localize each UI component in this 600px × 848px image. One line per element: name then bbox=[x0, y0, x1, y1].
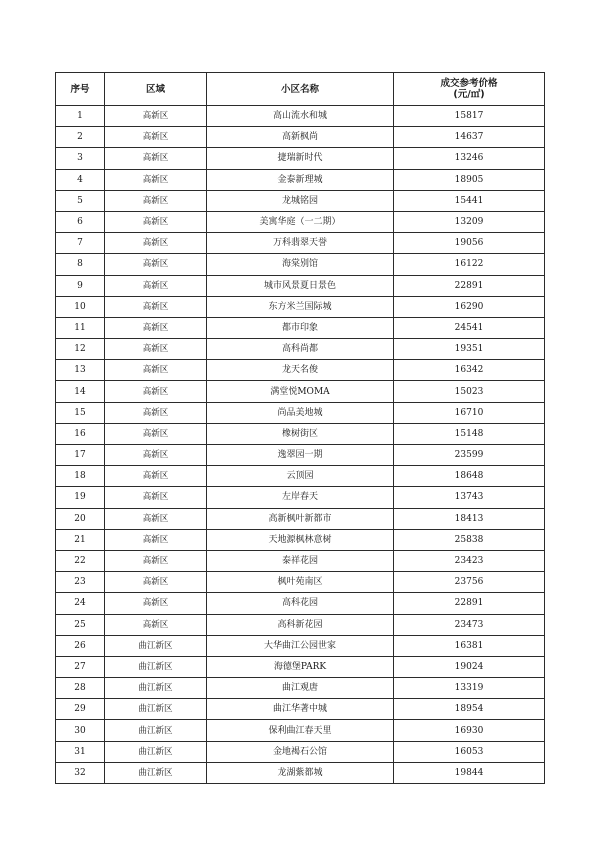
table-row bbox=[56, 720, 545, 741]
table-row bbox=[56, 508, 545, 529]
cell-price: 13246 bbox=[394, 148, 545, 169]
cell-price: 19351 bbox=[394, 339, 545, 360]
cell-price: 25838 bbox=[394, 529, 545, 550]
table-row bbox=[56, 317, 545, 338]
table-row bbox=[56, 339, 545, 360]
cell-area: 高新区 bbox=[105, 423, 207, 444]
cell-community-name: 万科翡翠天誉 bbox=[207, 233, 394, 254]
cell-price: 23756 bbox=[394, 572, 545, 593]
cell-area: 高新区 bbox=[105, 296, 207, 317]
table-row bbox=[56, 550, 545, 571]
table-row bbox=[56, 148, 545, 169]
cell-no: 7 bbox=[56, 233, 105, 254]
cell-area: 高新区 bbox=[105, 127, 207, 148]
cell-no: 23 bbox=[56, 572, 105, 593]
cell-no: 20 bbox=[56, 508, 105, 529]
cell-community-name: 美寓华庭（一二期） bbox=[207, 211, 394, 232]
cell-price: 18648 bbox=[394, 466, 545, 487]
table-row bbox=[56, 296, 545, 317]
cell-area: 高新区 bbox=[105, 402, 207, 423]
cell-no: 12 bbox=[56, 339, 105, 360]
cell-no: 29 bbox=[56, 699, 105, 720]
cell-area: 曲江新区 bbox=[105, 762, 207, 783]
cell-area: 高新区 bbox=[105, 254, 207, 275]
cell-no: 27 bbox=[56, 656, 105, 677]
table-row bbox=[56, 487, 545, 508]
cell-no: 32 bbox=[56, 762, 105, 783]
table-row bbox=[56, 466, 545, 487]
cell-community-name: 高新枫尚 bbox=[207, 127, 394, 148]
cell-area: 高新区 bbox=[105, 614, 207, 635]
cell-no: 28 bbox=[56, 678, 105, 699]
cell-community-name: 橡树街区 bbox=[207, 423, 394, 444]
cell-no: 22 bbox=[56, 550, 105, 571]
table-row bbox=[56, 127, 545, 148]
cell-community-name: 龙湖紫都城 bbox=[207, 762, 394, 783]
cell-area: 高新区 bbox=[105, 508, 207, 529]
cell-price: 15023 bbox=[394, 381, 545, 402]
cell-area: 高新区 bbox=[105, 275, 207, 296]
cell-community-name: 城市风景夏日景色 bbox=[207, 275, 394, 296]
cell-price: 16122 bbox=[394, 254, 545, 275]
cell-price: 16381 bbox=[394, 635, 545, 656]
cell-no: 9 bbox=[56, 275, 105, 296]
cell-price: 13319 bbox=[394, 678, 545, 699]
cell-no: 30 bbox=[56, 720, 105, 741]
header-price bbox=[394, 73, 545, 106]
cell-area: 高新区 bbox=[105, 466, 207, 487]
cell-community-name: 高科新花园 bbox=[207, 614, 394, 635]
cell-price: 13743 bbox=[394, 487, 545, 508]
cell-community-name: 泰祥花园 bbox=[207, 550, 394, 571]
cell-no: 10 bbox=[56, 296, 105, 317]
cell-no: 1 bbox=[56, 106, 105, 127]
table-row bbox=[56, 635, 545, 656]
table-row bbox=[56, 741, 545, 762]
header-area: 区域 bbox=[105, 73, 207, 106]
cell-community-name: 大华曲江公园世家 bbox=[207, 635, 394, 656]
cell-area: 曲江新区 bbox=[105, 741, 207, 762]
cell-price: 18954 bbox=[394, 699, 545, 720]
table-row bbox=[56, 190, 545, 211]
cell-area: 高新区 bbox=[105, 445, 207, 466]
cell-area: 高新区 bbox=[105, 593, 207, 614]
cell-area: 曲江新区 bbox=[105, 635, 207, 656]
cell-community-name: 海德堡PARK bbox=[207, 656, 394, 677]
cell-price: 15817 bbox=[394, 106, 545, 127]
cell-community-name: 保利曲江春天里 bbox=[207, 720, 394, 741]
cell-area: 高新区 bbox=[105, 529, 207, 550]
header-no: 序号 bbox=[56, 73, 105, 106]
table-row bbox=[56, 211, 545, 232]
cell-community-name: 曲江华著中城 bbox=[207, 699, 394, 720]
table-row bbox=[56, 614, 545, 635]
cell-community-name: 东方米兰国际城 bbox=[207, 296, 394, 317]
cell-area: 高新区 bbox=[105, 360, 207, 381]
cell-no: 5 bbox=[56, 190, 105, 211]
cell-community-name: 枫叶苑南区 bbox=[207, 572, 394, 593]
cell-price: 19844 bbox=[394, 762, 545, 783]
cell-area: 高新区 bbox=[105, 106, 207, 127]
cell-no: 17 bbox=[56, 445, 105, 466]
cell-no: 21 bbox=[56, 529, 105, 550]
cell-no: 14 bbox=[56, 381, 105, 402]
cell-no: 24 bbox=[56, 593, 105, 614]
header-community-name: 小区名称 bbox=[207, 73, 394, 106]
cell-price: 16053 bbox=[394, 741, 545, 762]
table-row bbox=[56, 360, 545, 381]
table-row bbox=[56, 106, 545, 127]
cell-area: 曲江新区 bbox=[105, 699, 207, 720]
cell-area: 曲江新区 bbox=[105, 720, 207, 741]
cell-community-name: 高新枫叶新都市 bbox=[207, 508, 394, 529]
cell-no: 26 bbox=[56, 635, 105, 656]
cell-area: 高新区 bbox=[105, 550, 207, 571]
cell-price: 18413 bbox=[394, 508, 545, 529]
cell-community-name: 左岸春天 bbox=[207, 487, 394, 508]
cell-price: 16342 bbox=[394, 360, 545, 381]
cell-price: 16930 bbox=[394, 720, 545, 741]
cell-community-name: 天地源枫林意树 bbox=[207, 529, 394, 550]
table-row bbox=[56, 699, 545, 720]
cell-community-name: 高山流水和城 bbox=[207, 106, 394, 127]
header-price-unit: (元/㎡) bbox=[453, 89, 485, 100]
cell-community-name: 海棠别馆 bbox=[207, 254, 394, 275]
cell-area: 高新区 bbox=[105, 190, 207, 211]
table-row bbox=[56, 529, 545, 550]
table-row bbox=[56, 423, 545, 444]
cell-area: 高新区 bbox=[105, 211, 207, 232]
cell-community-name: 龙城铭园 bbox=[207, 190, 394, 211]
table-row bbox=[56, 762, 545, 783]
cell-no: 25 bbox=[56, 614, 105, 635]
cell-price: 24541 bbox=[394, 317, 545, 338]
cell-area: 曲江新区 bbox=[105, 656, 207, 677]
cell-no: 15 bbox=[56, 402, 105, 423]
cell-price: 13209 bbox=[394, 211, 545, 232]
cell-community-name: 满堂悦MOMA bbox=[207, 381, 394, 402]
cell-price: 23423 bbox=[394, 550, 545, 571]
cell-area: 高新区 bbox=[105, 317, 207, 338]
cell-price: 15148 bbox=[394, 423, 545, 444]
cell-area: 高新区 bbox=[105, 148, 207, 169]
cell-community-name: 高科花园 bbox=[207, 593, 394, 614]
cell-price: 22891 bbox=[394, 593, 545, 614]
table-row bbox=[56, 593, 545, 614]
cell-price: 16710 bbox=[394, 402, 545, 423]
cell-community-name: 捷瑞新时代 bbox=[207, 148, 394, 169]
cell-community-name: 尚品美地城 bbox=[207, 402, 394, 423]
cell-area: 高新区 bbox=[105, 169, 207, 190]
cell-price: 16290 bbox=[394, 296, 545, 317]
cell-price: 18905 bbox=[394, 169, 545, 190]
cell-community-name: 高科尚都 bbox=[207, 339, 394, 360]
cell-no: 16 bbox=[56, 423, 105, 444]
header-price-label: 成交参考价格 bbox=[440, 78, 498, 89]
cell-no: 18 bbox=[56, 466, 105, 487]
cell-no: 4 bbox=[56, 169, 105, 190]
cell-no: 13 bbox=[56, 360, 105, 381]
cell-no: 8 bbox=[56, 254, 105, 275]
cell-area: 高新区 bbox=[105, 572, 207, 593]
table-row bbox=[56, 445, 545, 466]
cell-community-name: 金泰新理城 bbox=[207, 169, 394, 190]
cell-area: 高新区 bbox=[105, 233, 207, 254]
cell-price: 23599 bbox=[394, 445, 545, 466]
cell-area: 曲江新区 bbox=[105, 678, 207, 699]
cell-price: 15441 bbox=[394, 190, 545, 211]
table-header-row bbox=[56, 73, 545, 106]
table-row bbox=[56, 402, 545, 423]
table-body bbox=[56, 106, 545, 784]
cell-price: 14637 bbox=[394, 127, 545, 148]
table-row bbox=[56, 656, 545, 677]
cell-area: 高新区 bbox=[105, 487, 207, 508]
cell-community-name: 龙天名俊 bbox=[207, 360, 394, 381]
cell-price: 22891 bbox=[394, 275, 545, 296]
cell-area: 高新区 bbox=[105, 339, 207, 360]
cell-no: 6 bbox=[56, 211, 105, 232]
cell-community-name: 金地褐石公馆 bbox=[207, 741, 394, 762]
cell-no: 3 bbox=[56, 148, 105, 169]
cell-community-name: 都市印象 bbox=[207, 317, 394, 338]
cell-price: 19056 bbox=[394, 233, 545, 254]
cell-community-name: 云顶园 bbox=[207, 466, 394, 487]
cell-no: 11 bbox=[56, 317, 105, 338]
table-row bbox=[56, 233, 545, 254]
table-row bbox=[56, 572, 545, 593]
table-row bbox=[56, 254, 545, 275]
cell-community-name: 曲江观唐 bbox=[207, 678, 394, 699]
cell-community-name: 逸翠园一期 bbox=[207, 445, 394, 466]
cell-no: 2 bbox=[56, 127, 105, 148]
table-row bbox=[56, 381, 545, 402]
table-row bbox=[56, 169, 545, 190]
table-row bbox=[56, 275, 545, 296]
cell-area: 高新区 bbox=[105, 381, 207, 402]
cell-no: 19 bbox=[56, 487, 105, 508]
price-table bbox=[55, 72, 545, 784]
cell-no: 31 bbox=[56, 741, 105, 762]
cell-price: 19024 bbox=[394, 656, 545, 677]
table-row bbox=[56, 678, 545, 699]
cell-price: 23473 bbox=[394, 614, 545, 635]
